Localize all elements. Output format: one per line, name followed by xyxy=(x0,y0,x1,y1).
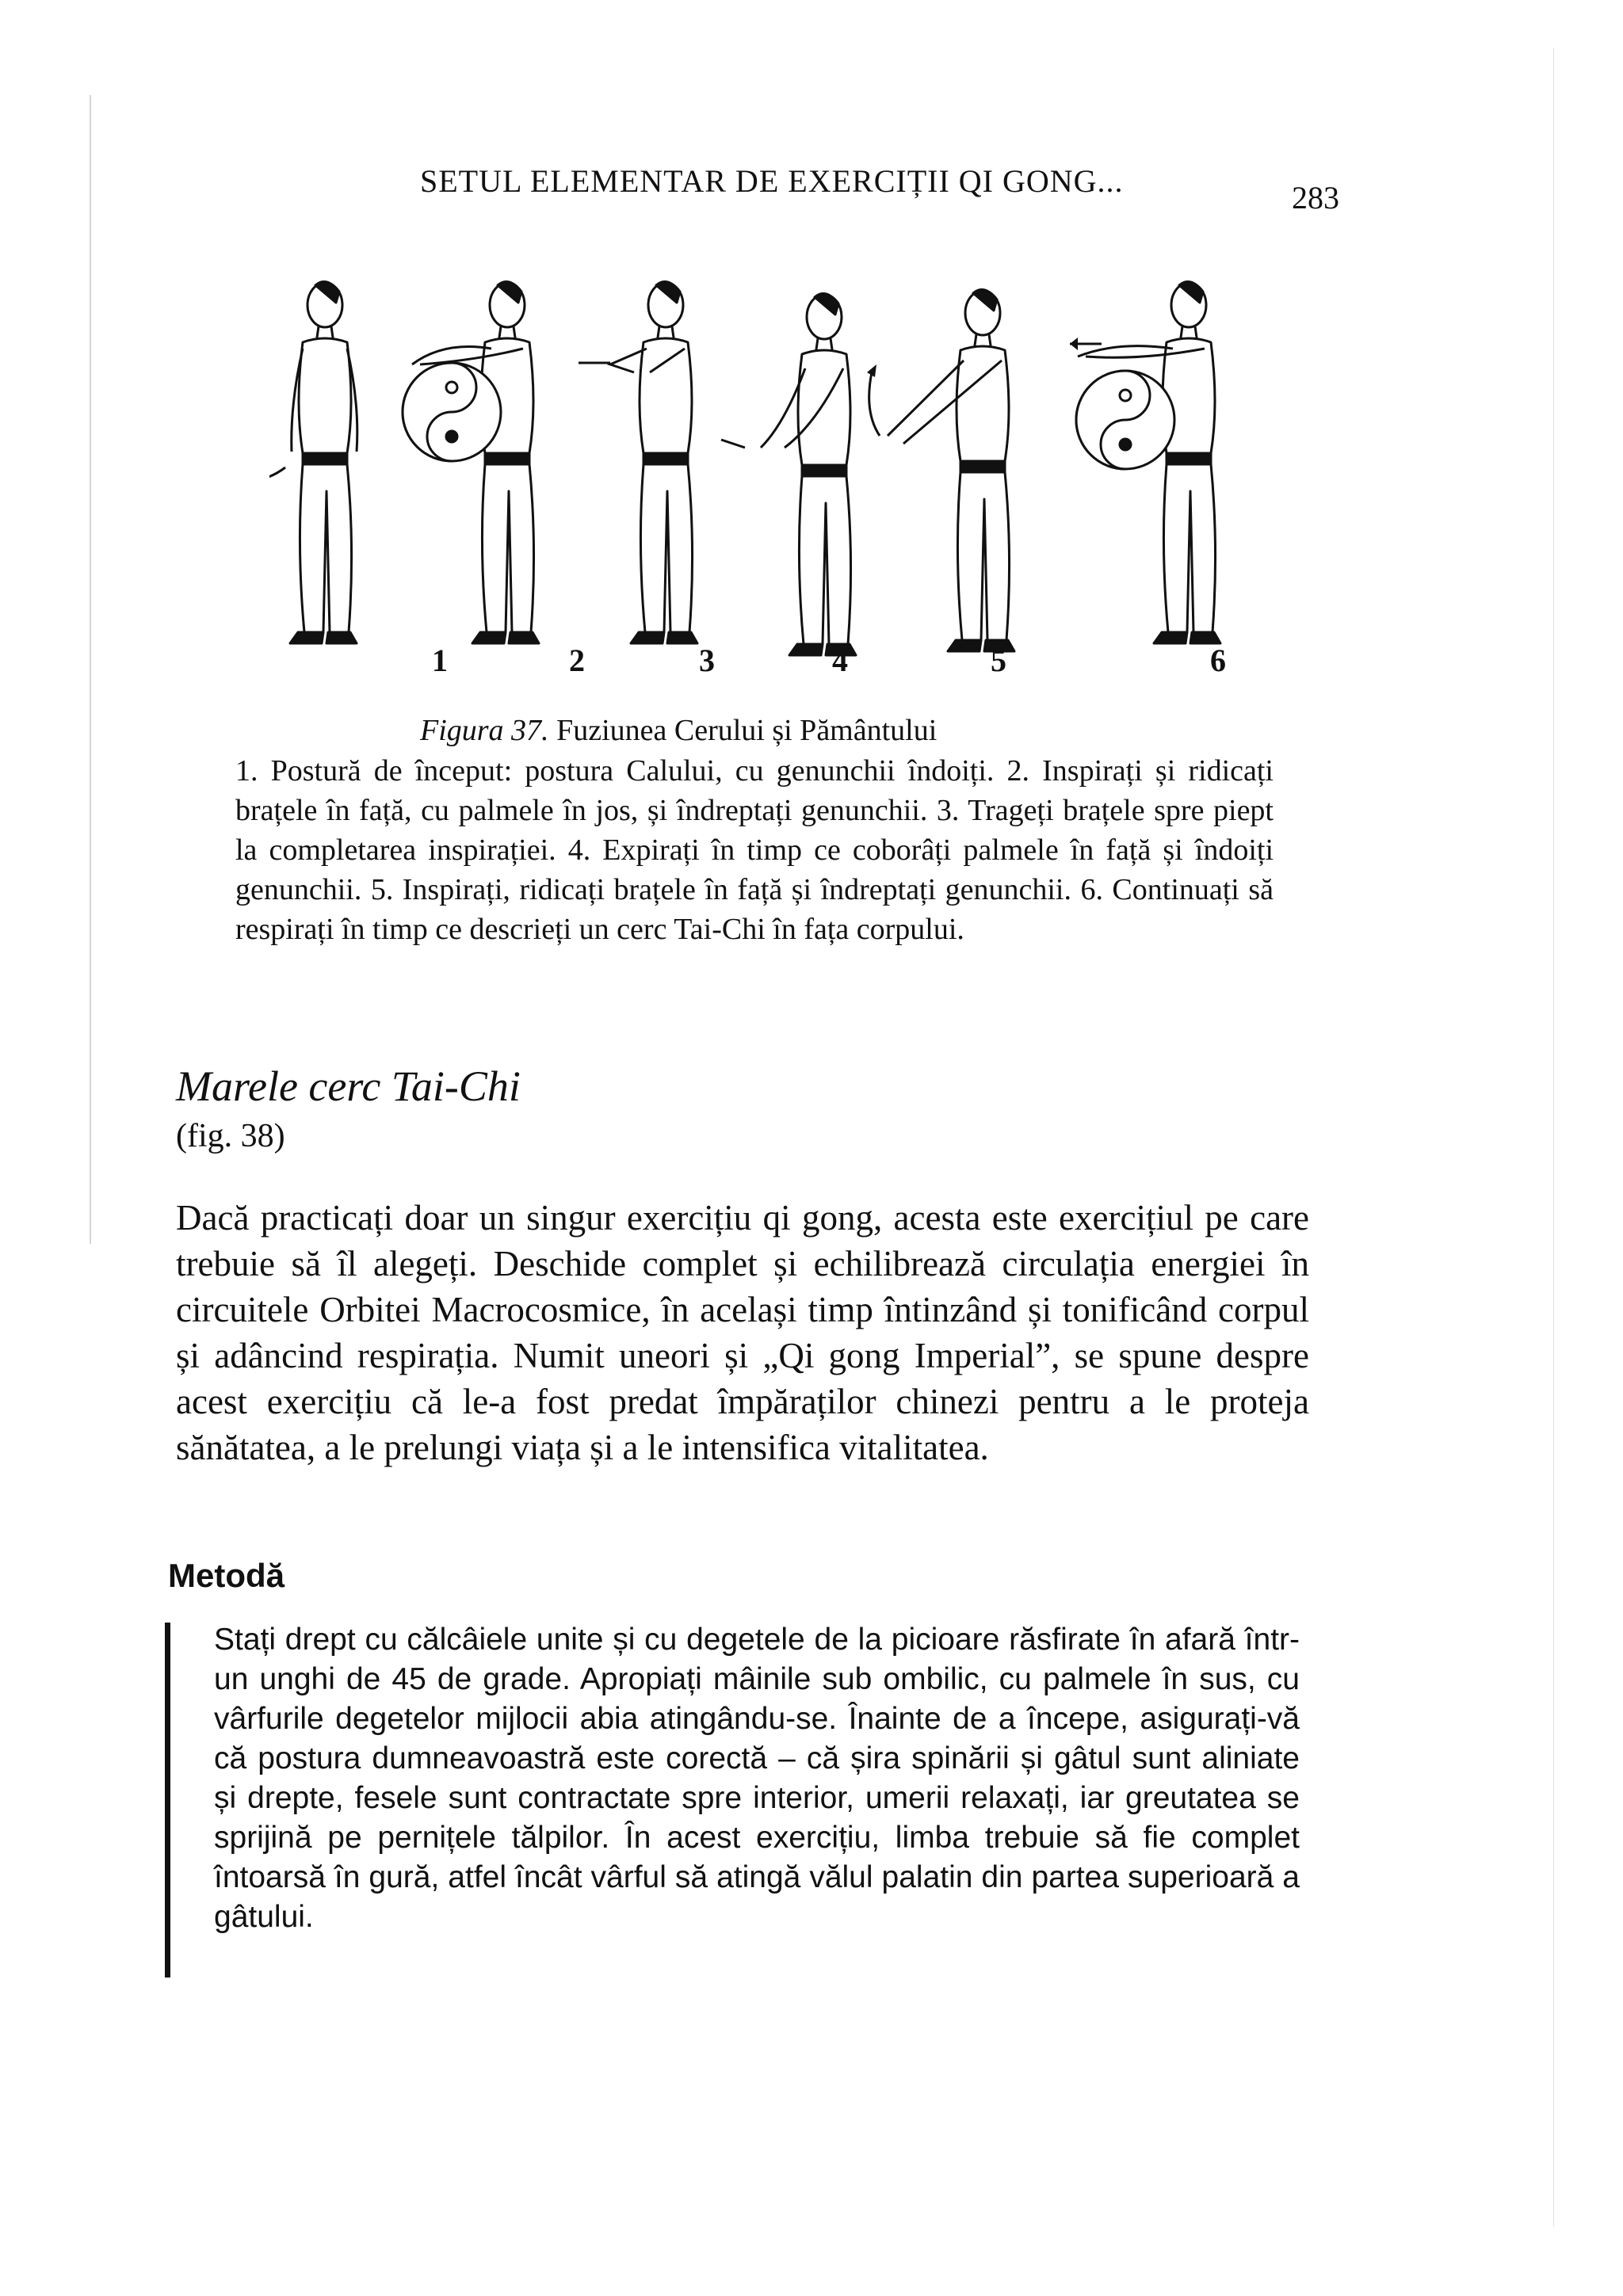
figure-reference: (fig. 38) xyxy=(176,1118,285,1154)
method-side-bar xyxy=(165,1623,170,1978)
step-number: 2 xyxy=(569,643,585,678)
figure-title: Fuziunea Cerului și Pământului xyxy=(556,714,938,747)
intro-paragraph: Dacă practicați doar un singur exercițiu qi gong, acesta este exercițiul pe care trebuie să îl alegeți. Deschide complet și echilibrează circulația energiei în circuitele Orbitei Macrocosmice, în același timp întinzând și tonificând corpul și adâncind respirația. Numit uneori și „Qi gong Imperial”, se spune despre acest exercițiu că le-a fost predat împăraților chinezi pentru a le proteja sănătatea, a le prelungi viața și a le intensifica vitalitatea. xyxy=(176,1198,1309,1467)
method-heading: Metodă xyxy=(168,1557,285,1594)
step-number: 6 xyxy=(1210,643,1226,678)
figure-pose-1 xyxy=(269,282,357,644)
figure-caption-title xyxy=(420,713,937,748)
figure-pose-2 xyxy=(403,282,539,644)
figure-37-illustration xyxy=(269,238,1347,697)
method-paragraph: Stați drept cu călcâiele unite și cu degetele de la picioare răsfirate în afară într-un unghi de 45 de grade. Apropiați mâinile sub ombilic, cu palmele în sus, cu vârfurile degetelor mijlocii abia atingându-se. Înainte de a începe, asigurați-vă că postura dumneavoastră este corectă – că șira spinării și gâtul sunt aliniate și drepte, fesele sunt contractate spre interior, umerii relaxați, iar greutatea se sprijină pe pernițele tălpilor. În acest exercițiu, limba trebuie să fie complet întoarsă în gură, atfel încât vârful să atingă vălul palatin din partea superioară a gâtului. xyxy=(214,1623,1300,1934)
step-number: 5 xyxy=(991,643,1006,678)
figure-pose-4 xyxy=(721,294,856,656)
page-number: 283 xyxy=(1292,180,1339,215)
step-number: 3 xyxy=(699,643,715,678)
step-number: 4 xyxy=(832,643,848,678)
step-number: 1 xyxy=(432,643,448,678)
scan-margin-line xyxy=(90,95,91,1244)
running-header: SETUL ELEMENTAR DE EXERCIȚII QI GONG... xyxy=(420,163,1124,199)
figure-label: Figura 37. xyxy=(420,714,549,747)
figure-caption-text: 1. Postură de început: postura Calului, cu genunchii îndoiți. 2. Inspirați și ridicați brațele în față, cu palmele în jos, și îndreptați genunchii. 3. Trageți brațele spre piept la completarea inspirației. 4. Expirați în timp ce coborâți palmele în față și îndoiți genunchii. 5. Inspirați, ridicați brațele în față și îndreptați genunchii. 6. Continuați să respirați în timp ce descrieți un cerc Tai-Chi în fața corpului. xyxy=(235,754,1274,946)
figure-pose-5 xyxy=(867,290,1014,652)
scan-edge-line xyxy=(1553,48,1554,2226)
figure-pose-3 xyxy=(579,282,697,644)
section-title: Marele cerc Tai-Chi xyxy=(176,1062,521,1110)
figure-pose-6 xyxy=(1070,282,1220,644)
